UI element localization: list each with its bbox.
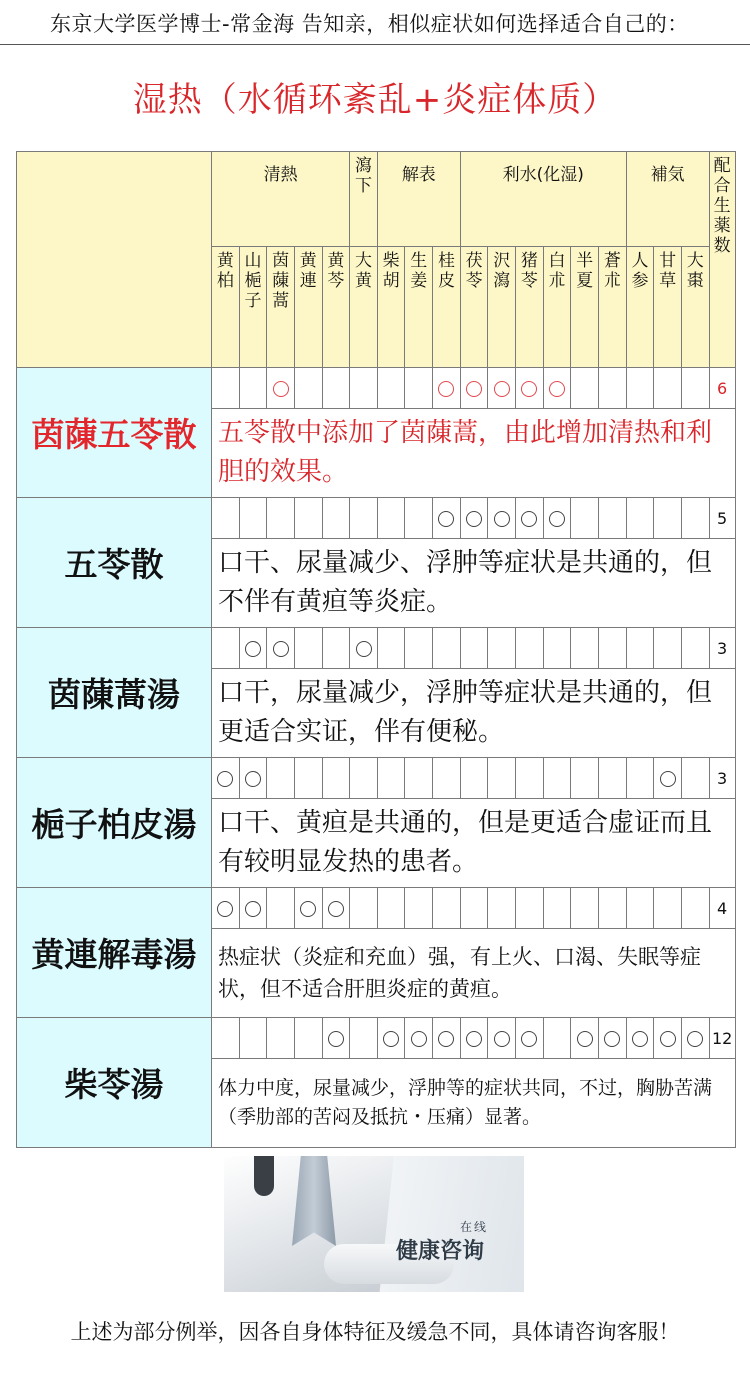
mark-cell [212,498,240,539]
mark-cell [626,368,654,409]
mark-cell [571,498,599,539]
herb-label: 人参 [631,251,649,291]
mark-cell [212,1018,240,1059]
mark-cell [377,1018,405,1059]
circle-mark-icon [494,511,510,527]
circle-mark-icon [438,511,454,527]
mark-cell [239,758,267,799]
herb-label: 蒼朮 [603,251,621,291]
herb-header [433,247,461,368]
formula-name: 柴苓湯 [17,1018,212,1148]
circle-mark-icon [273,641,289,657]
herb-label: 大黄 [355,251,373,291]
formula-description: 五苓散中添加了茵蔯蒿，由此增加清热和利胆的效果。 [212,409,736,498]
mark-cell [654,758,682,799]
table-corner [17,152,212,368]
mark-cell [599,368,627,409]
mark-cell [239,498,267,539]
mark-cell [322,628,350,669]
mark-cell [488,758,516,799]
mark-cell [433,758,461,799]
circle-mark-icon [466,381,482,397]
circle-mark-icon [494,381,510,397]
mark-cell [212,628,240,669]
herb-header [212,247,240,368]
mark-cell [571,1018,599,1059]
mark-cell [543,758,571,799]
herb-count: 5 [709,498,735,539]
header-bar [0,0,750,45]
page-title: 湿热（水循环紊乱+炎症体质） [132,80,618,120]
formula-name: 茵蔯五苓散 [17,368,212,498]
circle-mark-icon [245,641,261,657]
mark-cell [267,368,295,409]
mark-cell [239,628,267,669]
formula-name: 五苓散 [17,498,212,628]
mark-cell [488,498,516,539]
formula-description: 热症状（炎症和充血）强，有上火、口渴、失眠等症状，但不适合肝胆炎症的黄疸。 [212,929,736,1018]
mark-cell [626,888,654,929]
mark-cell [543,368,571,409]
formula-marks-row [17,1018,736,1059]
herb-label: 生姜 [410,251,428,291]
mark-cell [322,1018,350,1059]
mark-cell [239,1018,267,1059]
formula-marks-row [17,888,736,929]
mark-cell [571,368,599,409]
mark-cell [516,498,544,539]
banner-small-text: 在线 [460,1220,489,1234]
circle-mark-icon [660,1031,676,1047]
circle-mark-icon [466,1031,482,1047]
mark-cell [405,628,433,669]
circle-mark-icon [356,641,372,657]
formula-description: 口干、黄疸是共通的，但是更适合虚证而且有较明显发热的患者。 [212,799,736,888]
mark-cell [599,888,627,929]
banner-big-text: 健康咨询 [396,1239,485,1264]
mark-cell [239,888,267,929]
circle-mark-icon [604,1031,620,1047]
mark-cell [212,888,240,929]
mark-cell [681,758,709,799]
herb-header [516,247,544,368]
group-jiebiao: 解表 [377,152,460,247]
mark-cell [626,758,654,799]
formula-description: 口干，尿量减少，浮肿等症状是共通的，但更适合实证，伴有便秘。 [212,669,736,758]
mark-cell [571,758,599,799]
mark-cell [460,498,488,539]
formula-name: 黄連解毒湯 [17,888,212,1018]
mark-cell [681,368,709,409]
mark-cell [239,368,267,409]
circle-mark-icon [273,381,289,397]
herb-count: 6 [709,368,735,409]
mark-cell [377,498,405,539]
mark-cell [599,628,627,669]
mark-cell [405,758,433,799]
header-note: 东京大学医学博士-常金海 告知亲，相似症状如何选择适合自己的： [50,12,689,36]
circle-mark-icon [438,381,454,397]
circle-mark-icon [549,381,565,397]
mark-cell [626,628,654,669]
mark-cell [681,628,709,669]
herb-label: 茵蔯蒿 [272,251,290,311]
stethoscope-icon [254,1156,274,1196]
circle-mark-icon [217,901,233,917]
formula-name: 梔子柏皮湯 [17,758,212,888]
circle-mark-icon [521,381,537,397]
mark-cell [654,1018,682,1059]
herb-header [350,247,378,368]
count-header [709,152,735,368]
mark-cell [322,368,350,409]
mark-cell [267,888,295,929]
herb-header [294,247,322,368]
mark-cell [654,498,682,539]
circle-mark-icon [632,1031,648,1047]
mark-cell [654,628,682,669]
mark-cell [681,498,709,539]
circle-mark-icon [411,1031,427,1047]
herb-label: 白朮 [548,251,566,291]
mark-cell [516,888,544,929]
circle-mark-icon [383,1031,399,1047]
herb-count: 12 [709,1018,735,1059]
group-xiexia-label: 瀉下 [355,156,373,196]
mark-cell [654,888,682,929]
mark-cell [294,368,322,409]
mark-cell [516,628,544,669]
mark-cell [626,1018,654,1059]
circle-mark-icon [660,771,676,787]
herb-label: 半夏 [576,251,594,291]
circle-mark-icon [245,901,261,917]
herb-header [599,247,627,368]
herb-label: 大棗 [686,251,704,291]
mark-cell [377,368,405,409]
herb-header [377,247,405,368]
herb-count: 3 [709,628,735,669]
mark-cell [405,368,433,409]
mark-cell [267,758,295,799]
group-lishui: 利水(化湿) [460,152,626,247]
mark-cell [294,758,322,799]
mark-cell [599,758,627,799]
mark-cell [294,888,322,929]
circle-mark-icon [521,1031,537,1047]
mark-cell [488,628,516,669]
mark-cell [433,1018,461,1059]
mark-cell [599,1018,627,1059]
herb-header [460,247,488,368]
mark-cell [267,498,295,539]
herb-header [626,247,654,368]
mark-cell [322,888,350,929]
herb-count: 4 [709,888,735,929]
mark-cell [543,888,571,929]
mark-cell [543,498,571,539]
circle-mark-icon [687,1031,703,1047]
herb-label: 黄連 [299,251,317,291]
formula-table [16,151,736,1148]
mark-cell [654,368,682,409]
herb-label: 猪苓 [520,251,538,291]
herb-label: 黄芩 [327,251,345,291]
mark-cell [212,758,240,799]
circle-mark-icon [328,901,344,917]
mark-cell [294,498,322,539]
mark-cell [294,1018,322,1059]
herb-header [488,247,516,368]
mark-cell [516,758,544,799]
herb-header [681,247,709,368]
herb-count: 3 [709,758,735,799]
mark-cell [571,888,599,929]
herb-label: 山梔子 [244,251,262,311]
footer-note: 上述为部分例举，因各自身体特征及缓急不同，具体请咨询客服！ [70,1320,680,1344]
formula-marks-row [17,498,736,539]
group-xiexia [350,152,378,247]
mark-cell [405,1018,433,1059]
circle-mark-icon [300,901,316,917]
mark-cell [267,1018,295,1059]
mark-cell [681,888,709,929]
formula-description: 口干、尿量减少、浮肿等症状是共通的，但不伴有黄疸等炎症。 [212,539,736,628]
mark-cell [350,498,378,539]
herb-header [322,247,350,368]
mark-cell [294,628,322,669]
group-buqi: 補気 [626,152,709,247]
circle-mark-icon [549,511,565,527]
formula-marks-row [17,758,736,799]
formula-description: 体力中度，尿量减少，浮肿等的症状共同，不过，胸胁苦满（季肋部的苦闷及抵抗・压痛）显著。 [212,1059,736,1148]
mark-cell [460,368,488,409]
consult-banner[interactable] [224,1156,524,1292]
mark-cell [543,1018,571,1059]
mark-cell [460,888,488,929]
mark-cell [599,498,627,539]
formula-marks-row [17,368,736,409]
mark-cell [460,758,488,799]
mark-cell [433,888,461,929]
mark-cell [350,758,378,799]
mark-cell [460,628,488,669]
circle-mark-icon [521,511,537,527]
mark-cell [405,888,433,929]
count-header-label: 配合生薬数 [713,156,731,256]
herb-label: 茯苓 [465,251,483,291]
mark-cell [267,628,295,669]
mark-cell [433,368,461,409]
herb-header [654,247,682,368]
circle-mark-icon [328,1031,344,1047]
mark-cell [377,888,405,929]
circle-mark-icon [466,511,482,527]
herb-label: 桂皮 [437,251,455,291]
mark-cell [377,628,405,669]
herb-header [239,247,267,368]
mark-cell [516,368,544,409]
mark-cell [350,1018,378,1059]
mark-cell [350,368,378,409]
formula-name: 茵蔯蒿湯 [17,628,212,758]
mark-cell [350,628,378,669]
mark-cell [488,888,516,929]
mark-cell [543,628,571,669]
herb-header [267,247,295,368]
mark-cell [516,1018,544,1059]
mark-cell [350,888,378,929]
mark-cell [433,498,461,539]
circle-mark-icon [217,771,233,787]
herb-label: 黄柏 [216,251,234,291]
mark-cell [322,498,350,539]
circle-mark-icon [577,1031,593,1047]
herb-header [405,247,433,368]
mark-cell [405,498,433,539]
mark-cell [322,758,350,799]
circle-mark-icon [438,1031,454,1047]
mark-cell [626,498,654,539]
mark-cell [571,628,599,669]
formula-marks-row [17,628,736,669]
circle-mark-icon [494,1031,510,1047]
mark-cell [377,758,405,799]
mark-cell [488,368,516,409]
mark-cell [681,1018,709,1059]
mark-cell [212,368,240,409]
herb-label: 甘草 [659,251,677,291]
mark-cell [488,1018,516,1059]
herb-header [543,247,571,368]
herb-label: 沢瀉 [493,251,511,291]
circle-mark-icon [245,771,261,787]
herb-label: 柴胡 [382,251,400,291]
mark-cell [433,628,461,669]
group-qingre: 清熱 [212,152,350,247]
mark-cell [460,1018,488,1059]
herb-header [571,247,599,368]
